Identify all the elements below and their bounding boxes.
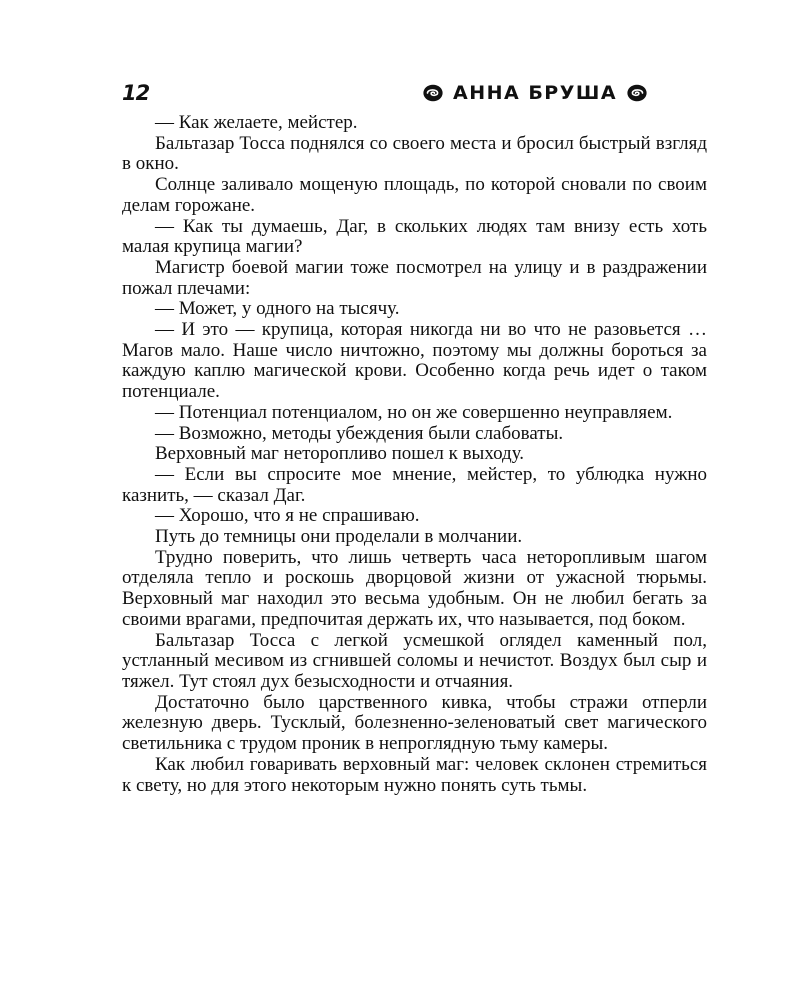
page-header — [122, 78, 707, 108]
paragraph: Как любил говаривать верховный маг: человек склонен стремиться к свету, но для этого некоторым нужно понять суть тьмы. — [122, 753, 707, 796]
paragraph: — Возможно, методы убеждения были слабоваты. — [155, 422, 564, 444]
swirl-ornament-icon — [626, 82, 648, 104]
page-number: 12 — [122, 81, 150, 105]
paragraph: — Как ты думаешь, Даг, в скольких людях там внизу есть хоть малая крупица магии? — [122, 215, 707, 258]
paragraph: — Если вы спросите мое мнение, мейстер, то ублюдка нужно казнить, — сказал Даг. — [122, 463, 707, 506]
paragraph: Верховный маг неторопливо пошел к выходу. — [155, 443, 525, 465]
paragraph: — Как желаете, мейстер. — [155, 112, 358, 133]
paragraph: — Хорошо, что я не спрашиваю. — [155, 505, 420, 527]
paragraph: — Потенциал потенциалом, но он же совершенно неуправляем. — [155, 401, 673, 423]
book-author-title: АННА БРУША — [453, 82, 618, 104]
paragraph: Достаточно было царственного кивка, чтобы стражи отперли железную дверь. Тусклый, болезненно-зеленоватый свет магического светильника с трудом проник в непроглядную тьму камеры. — [122, 691, 707, 755]
paragraph: Путь до темницы они проделали в молчании. — [155, 526, 523, 548]
paragraph: Бальтазар Тосса с легкой усмешкой оглядел каменный пол, устланный месивом из сгнившей соломы и нечистот. Воздух был сыр и тяжел. Тут стоял дух безысходности и отчаяния. — [122, 629, 707, 692]
page-body-text — [122, 113, 707, 796]
paragraph: — Может, у одного на тысячу. — [155, 298, 400, 320]
paragraph: — И это — крупица, которая никогда ни во что не разовьется … Магов мало. Наше число ничтожно, поэтому мы должны бороться за каждую каплю магической крови. Особенно когда речь идет о таком потенциале. — [122, 319, 707, 403]
running-title — [422, 78, 648, 108]
paragraph: Магистр боевой магии тоже посмотрел на улицу и в раздражении пожал плечами: — [122, 256, 707, 299]
paragraph: Бальтазар Тосса поднялся со своего места и бросил быстрый взгляд в окно. — [122, 132, 707, 175]
paragraph: Трудно поверить, что лишь четверть часа неторопливым шагом отделяла тепло и роскошь дворцовой жизни от ужасной тюрьмы. Верховный маг находил это весьма удобным. Он не любил бегать за своими врагами, предпочитая держать их, что называется, под боком. — [122, 546, 707, 630]
paragraph: Солнце заливало мощеную площадь, по которой сновали по своим делам горожане. — [122, 174, 707, 216]
swirl-ornament-icon — [422, 82, 444, 104]
